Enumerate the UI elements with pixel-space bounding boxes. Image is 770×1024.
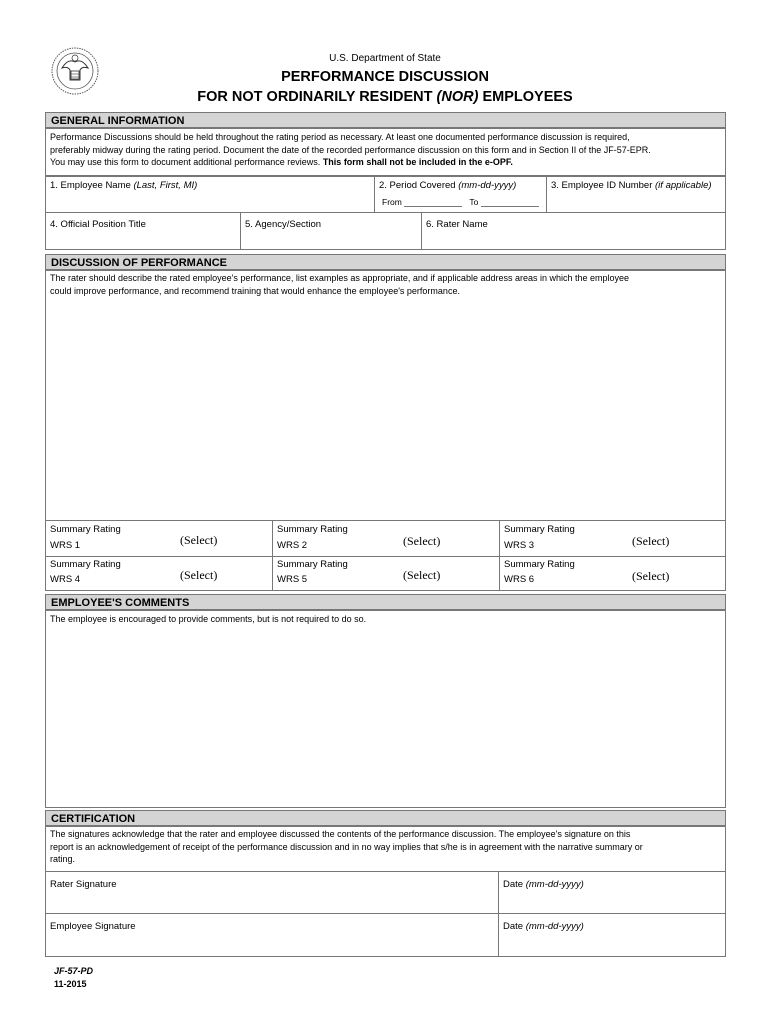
wrs5-select[interactable]: (Select) xyxy=(403,568,441,582)
rater-signature-field[interactable]: Rater Signature xyxy=(45,871,499,914)
employee-name-field[interactable]: 1. Employee Name (Last, First, MI) xyxy=(45,176,375,213)
rating-cell-wrs2: Summary Rating WRS 2 (Select) xyxy=(272,520,500,557)
form-date: 11-2015 xyxy=(54,979,87,989)
wrs4-select[interactable]: (Select) xyxy=(180,568,218,582)
discussion-heading: DISCUSSION OF PERFORMANCE xyxy=(45,254,726,270)
wrs2-select[interactable]: (Select) xyxy=(403,534,441,548)
rating-cell-wrs4: Summary Rating WRS 4 (Select) xyxy=(45,556,273,591)
form-id: JF-57-PD xyxy=(54,966,94,976)
from-label: From xyxy=(382,197,402,207)
position-title-field[interactable]: 4. Official Position Title xyxy=(45,212,241,250)
wrs6-select[interactable]: (Select) xyxy=(632,569,670,583)
rater-name-field[interactable]: 6. Rater Name xyxy=(421,212,726,250)
general-information-heading: GENERAL INFORMATION xyxy=(45,112,726,128)
form-title-line2: FOR NOT ORDINARILY RESIDENT (NOR) EMPLOYEES xyxy=(197,89,573,105)
certification-heading: CERTIFICATION xyxy=(45,810,726,826)
department-name: U.S. Department of State xyxy=(329,53,441,64)
to-date-input[interactable] xyxy=(481,197,539,207)
discussion-textarea[interactable]: The rater should describe the rated employee's performance, list examples as appropriate, and if applicable address areas in which the employee could improve performance, and recommend training that would enhance the employee's performance. xyxy=(45,270,726,521)
rater-date-field[interactable]: Date (mm-dd-yyyy) xyxy=(498,871,726,914)
rating-cell-wrs1: Summary Rating WRS 1 (Select) xyxy=(45,520,273,557)
rating-cell-wrs5: Summary Rating WRS 5 (Select) xyxy=(272,556,500,591)
employee-date-field[interactable]: Date (mm-dd-yyyy) xyxy=(498,913,726,957)
certification-text: The signatures acknowledge that the rater and employee discussed the contents of the performance discussion. The employee's signature on this report is an acknowledgement of receipt of the performance discussion and in no way implies that s/he is in agreement with the narrative summary or rating. xyxy=(45,826,726,872)
period-covered-field[interactable]: 2. Period Covered (mm-dd-yyyy) From To xyxy=(374,176,547,213)
rating-cell-wrs6: Summary Rating WRS 6 (Select) xyxy=(499,556,726,591)
general-information-intro: Performance Discussions should be held throughout the rating period as necessary. At least one documented performance discussion is required, preferably midway during the rating period. Document the date of the recorded performance discussion on this form and in Section II of the JF-57-EPR. You may use this form to document additional performance reviews. This form shall not be included in the e-OPF. xyxy=(45,128,726,176)
rating-cell-wrs3: Summary Rating WRS 3 (Select) xyxy=(499,520,726,557)
agency-section-field[interactable]: 5. Agency/Section xyxy=(240,212,422,250)
comments-heading: EMPLOYEE'S COMMENTS xyxy=(45,594,726,610)
from-date-input[interactable] xyxy=(404,197,462,207)
to-label: To xyxy=(469,197,479,207)
employee-signature-field[interactable]: Employee Signature xyxy=(45,913,499,957)
wrs1-select[interactable]: (Select) xyxy=(180,533,218,547)
comments-textarea[interactable]: The employee is encouraged to provide comments, but is not required to do so. xyxy=(45,610,726,808)
employee-id-field[interactable]: 3. Employee ID Number (if applicable) xyxy=(546,176,726,213)
wrs3-select[interactable]: (Select) xyxy=(632,534,670,548)
performance-form xyxy=(45,112,726,957)
form-title-line1: PERFORMANCE DISCUSSION xyxy=(281,69,489,85)
